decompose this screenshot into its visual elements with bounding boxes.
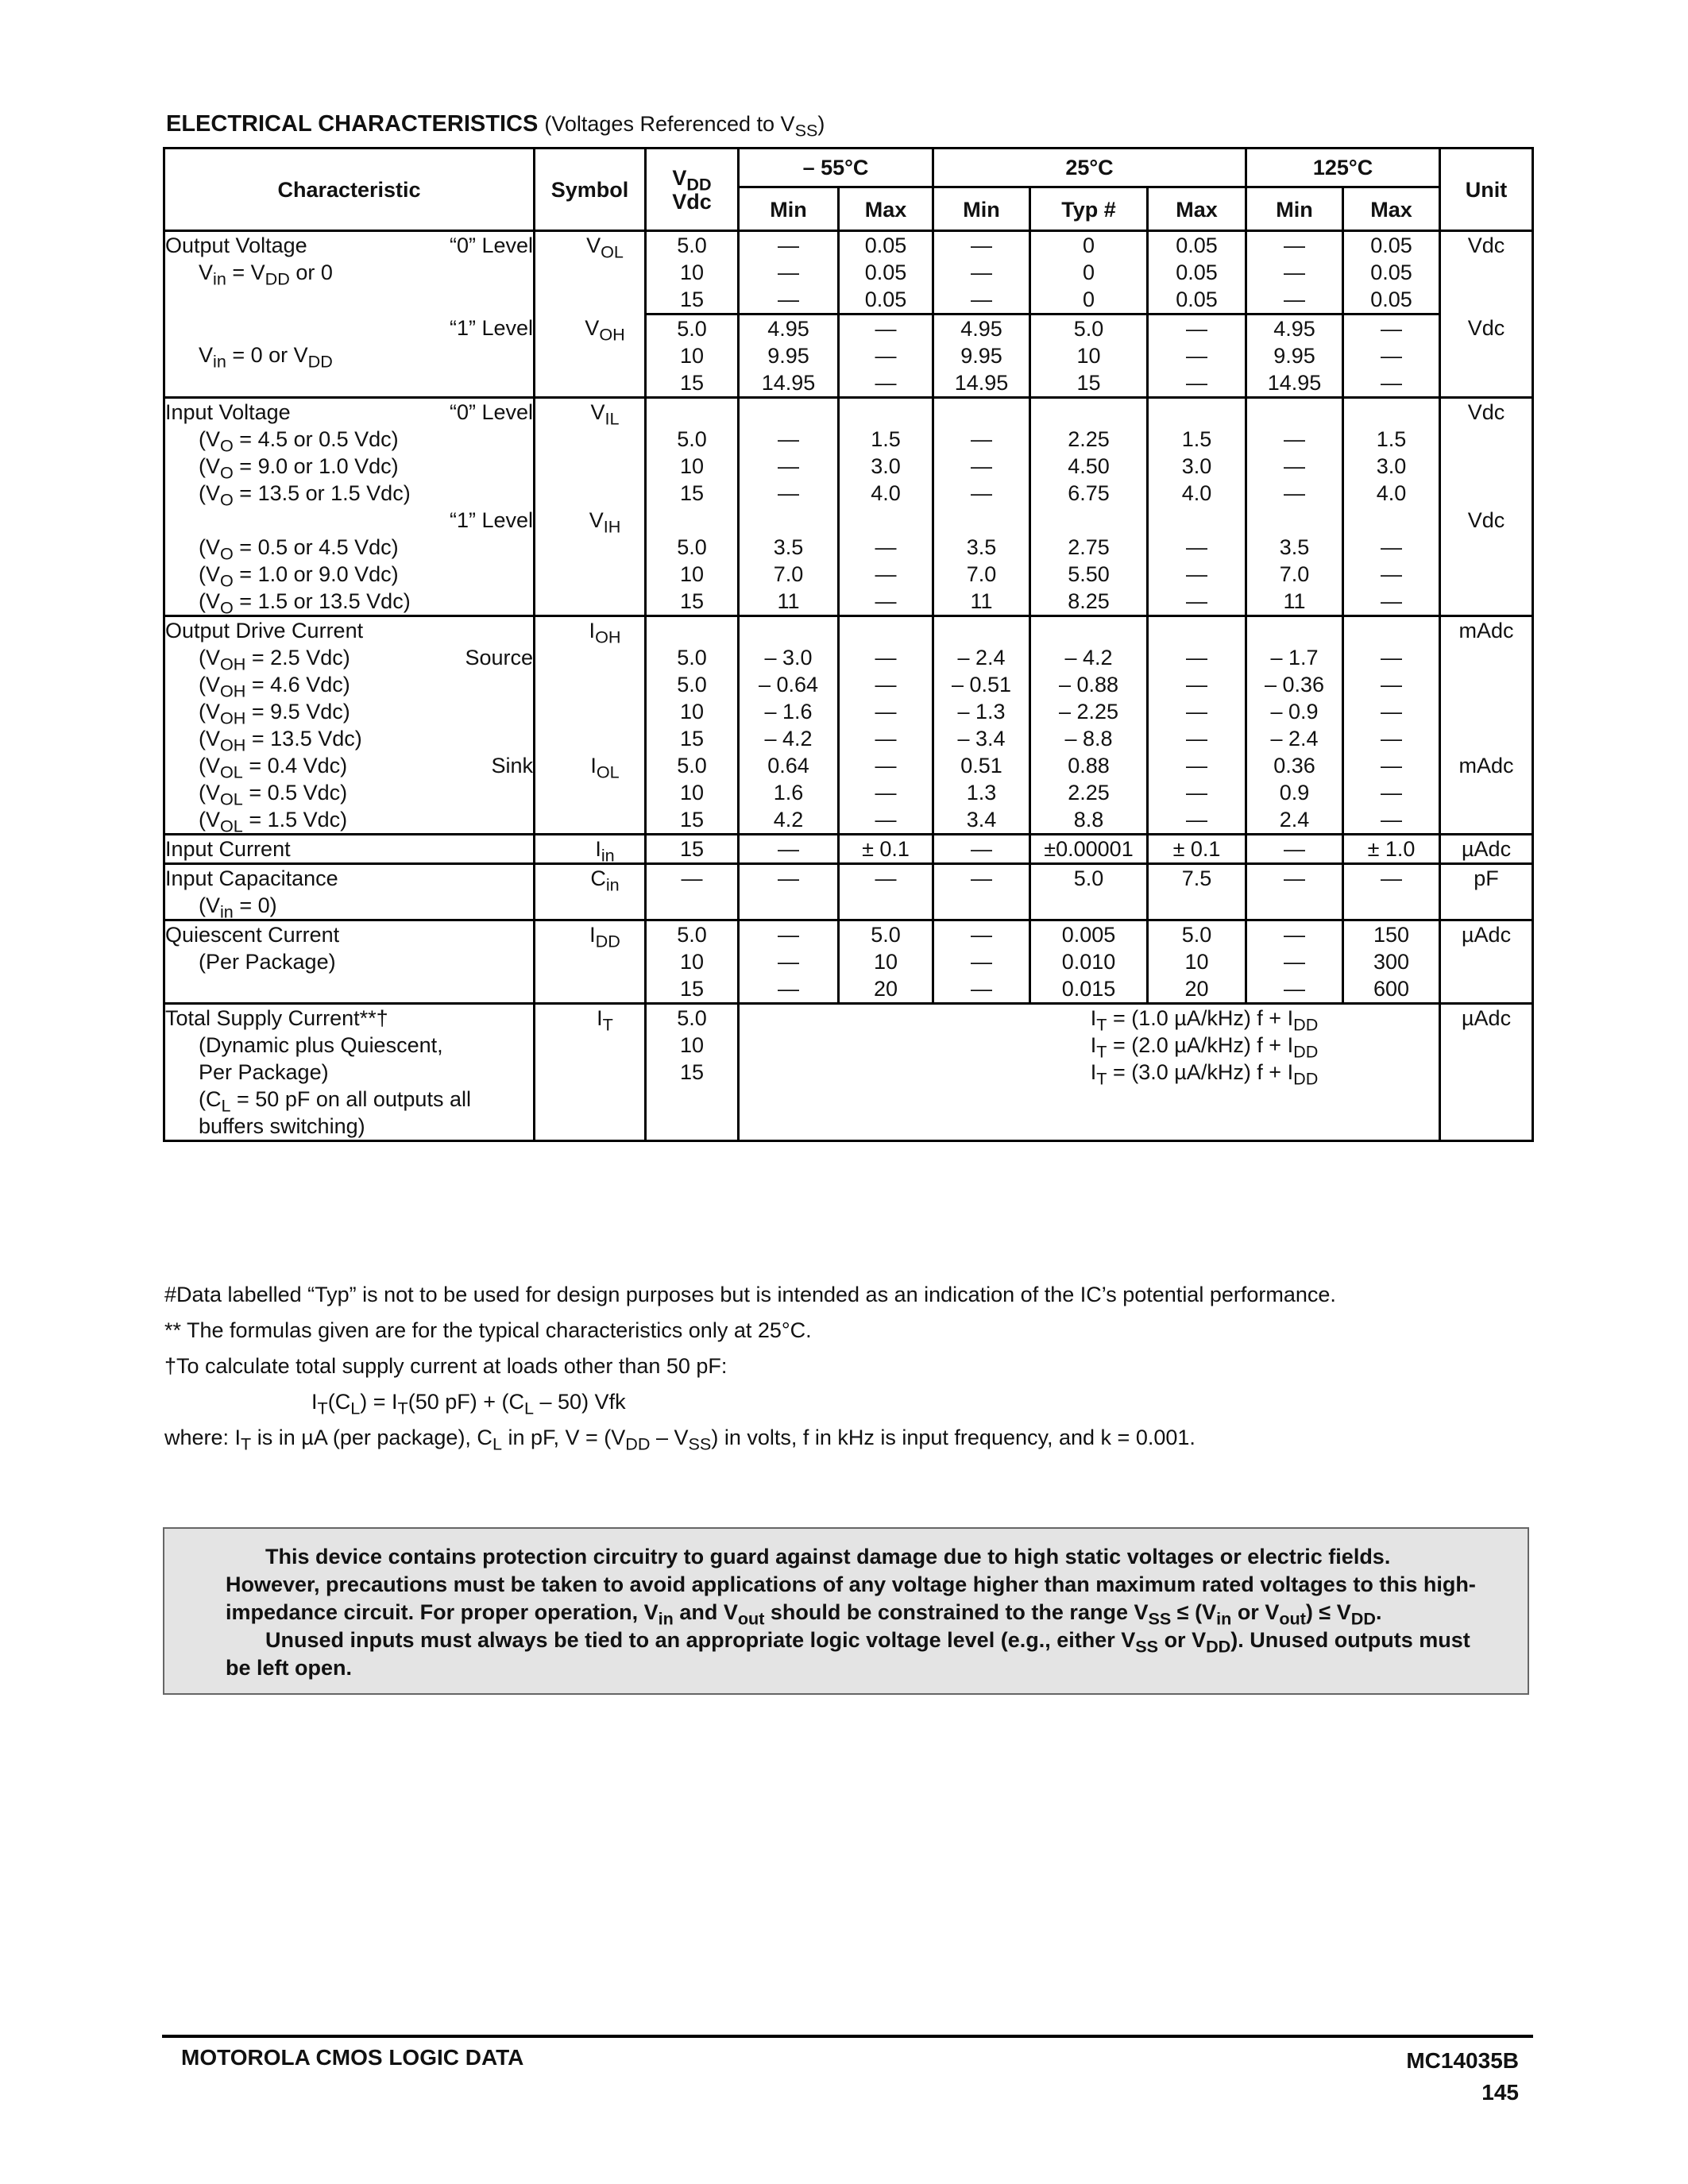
cell-symbol: $C_{in}$ [535, 864, 646, 920]
cell-unit: pF [1440, 864, 1533, 920]
table-row-ioh [164, 616, 1533, 753]
cell-symbol: $V_{IL}$ [535, 398, 646, 507]
electrical-characteristics-table [163, 147, 1534, 1142]
footer-part-page [1406, 2045, 1519, 2109]
cell-min25: — — — [933, 920, 1030, 1004]
header-min: Min [933, 187, 1030, 231]
cell-max125: — — — [1343, 752, 1440, 835]
cell-characteristic: Quiescent Current (Per Package) [164, 920, 535, 1004]
cell-max125: 150 300 600 [1343, 920, 1440, 1004]
cell-max25: 1.5 3.0 4.0 [1148, 398, 1246, 507]
cell-max55: 5.0 10 20 [839, 920, 933, 1004]
cell-max55: — — — [839, 507, 933, 616]
note-formulas: ** The formulas given are for the typical characteristics only at 25°C. [164, 1318, 812, 1342]
header-temp-room: 25°C [933, 149, 1246, 187]
cell-max125: 1.5 3.0 4.0 [1343, 398, 1440, 507]
cell-min125: — — — [1246, 231, 1343, 314]
cell-min25: — — — [933, 231, 1030, 314]
header-max: Max [839, 187, 933, 231]
cell-max125: — — — [1343, 507, 1440, 616]
cell-vdd: 5.0 10 15 [646, 231, 739, 314]
cell-characteristic: Output Voltage “0” Level $V_{in} = V_{DD}$ or 0 [164, 231, 535, 314]
cell-max25: — — — [1148, 507, 1246, 616]
cell-min125: — [1246, 864, 1343, 920]
cell-min55: — [739, 835, 839, 864]
cell-typ25: – 4.2 – 0.88 – 2.25 – 8.8 [1030, 616, 1148, 753]
warning-paragraph-2: Unused inputs must always be tied to an appropriate logic voltage level (e.g., either $V_{SS}$ or $V_{DD}$). Unused outputs must be left open. [226, 1628, 1470, 1680]
cell-vdd: 5.0 10 15 [646, 507, 739, 616]
cell-symbol: $V_{OL}$ [535, 231, 646, 314]
cell-unit: µAdc [1440, 920, 1533, 1004]
cell-symbol: $V_{IH}$ [535, 507, 646, 616]
cell-min125: 3.5 7.0 11 [1246, 507, 1343, 616]
cell-max55: ± 0.1 [839, 835, 933, 864]
cell-max25: — — — [1148, 752, 1246, 835]
cell-min25: 4.95 9.95 14.95 [933, 314, 1030, 398]
header-min: Min [1246, 187, 1343, 231]
cell-max25: 0.05 0.05 0.05 [1148, 231, 1246, 314]
cell-vdd: 5.0 10 15 [646, 920, 739, 1004]
cell-vdd: 5.0 10 15 [646, 314, 739, 398]
cell-vdd: 5.0 5.0 10 15 [646, 616, 739, 753]
footer-divider [162, 2035, 1533, 2038]
cell-characteristic: “1” Level ($V_O = 0.5$ or 4.5 Vdc) ($V_O = 1.0$ or 9.0 Vdc) ($V_O = 1.5$ or 13.5 Vdc) [164, 507, 535, 616]
table-row-cin [164, 864, 1533, 920]
cell-symbol: $V_{OH}$ [535, 314, 646, 398]
cell-symbol: $I_{OL}$ [535, 752, 646, 835]
page-number: 145 [1481, 2080, 1519, 2105]
footnotes [164, 1281, 1539, 1460]
cell-min55: — [739, 864, 839, 920]
cell-max125: — — — — [1343, 616, 1440, 753]
esd-warning-box [163, 1527, 1529, 1695]
cell-characteristic: Input Current [164, 835, 535, 864]
header-temp-high: 125°C [1246, 149, 1440, 187]
header-row-temps [164, 149, 1533, 187]
cell-max125: — [1343, 864, 1440, 920]
cell-max125: ± 1.0 [1343, 835, 1440, 864]
cell-min55: – 3.0 – 0.64 – 1.6 – 4.2 [739, 616, 839, 753]
cell-max125: 0.05 0.05 0.05 [1343, 231, 1440, 314]
note-calc: †To calculate total supply current at loads other than 50 pF: [164, 1354, 728, 1378]
table-row-iin [164, 835, 1533, 864]
table-row-vih [164, 507, 1533, 616]
cell-typ25: 0 0 0 [1030, 231, 1148, 314]
cell-unit: Vdc [1440, 231, 1533, 314]
cell-unit: µAdc [1440, 835, 1533, 864]
cell-max25: — — — [1148, 314, 1246, 398]
cell-max25: ± 0.1 [1148, 835, 1246, 864]
cell-min55: — — — [739, 920, 839, 1004]
cell-characteristic: Input Capacitance $(V_{in} = 0)$ [164, 864, 535, 920]
section-title [166, 111, 825, 141]
note-where: where: $I_T$ is in µA (per package), $C_L$ in pF, $V = (V_{DD} - V_{SS})$ in volts, f in kHz is input frequency, and k = 0.001. [164, 1426, 1196, 1454]
cell-vdd: 15 [646, 835, 739, 864]
cell-min55: 4.95 9.95 14.95 [739, 314, 839, 398]
cell-min25: — [933, 864, 1030, 920]
cell-min55: 3.5 7.0 11 [739, 507, 839, 616]
cell-max25: 7.5 [1148, 864, 1246, 920]
cell-min25: 3.5 7.0 11 [933, 507, 1030, 616]
cell-symbol: $I_{OH}$ [535, 616, 646, 753]
cell-max55: 1.5 3.0 4.0 [839, 398, 933, 507]
cell-characteristic: Total Supply Current**† (Dynamic plus Quiescent, Per Package) ($C_L = 50$ pF on all outputs all buffers switching) [164, 1004, 535, 1141]
header-unit: Unit [1440, 149, 1533, 231]
cell-symbol: $I_{in}$ [535, 835, 646, 864]
cell-max25: — — — — [1148, 616, 1246, 753]
header-temp-low: – 55°C [739, 149, 933, 187]
header-vdd: $V_{DD}$ Vdc [646, 149, 739, 231]
cell-max25: 5.0 10 20 [1148, 920, 1246, 1004]
header-max: Max [1148, 187, 1246, 231]
title-subtitle: (Voltages Referenced to $V_{SS}$) [544, 112, 825, 141]
table-row-vil [164, 398, 1533, 507]
cell-min125: 0.36 0.9 2.4 [1246, 752, 1343, 835]
title-main: ELECTRICAL CHARACTERISTICS [166, 111, 539, 137]
cell-unit: µAdc [1440, 1004, 1533, 1141]
cell-max55: — — — — [839, 616, 933, 753]
header-max: Max [1343, 187, 1440, 231]
cell-max55: — [839, 864, 933, 920]
cell-min25: — [933, 835, 1030, 864]
cell-max125: — — — [1343, 314, 1440, 398]
cell-max55: — — — [839, 314, 933, 398]
header-characteristic: Characteristic [164, 149, 535, 231]
cell-min25: — — — [933, 398, 1030, 507]
cell-typ25: 2.75 5.50 8.25 [1030, 507, 1148, 616]
cell-vdd: 5.0 10 15 [646, 398, 739, 507]
cell-min55: 0.64 1.6 4.2 [739, 752, 839, 835]
cell-symbol: $I_T$ [535, 1004, 646, 1141]
cell-unit: Vdc [1440, 314, 1533, 398]
cell-unit: mAdc [1440, 616, 1533, 753]
cell-vdd: 5.0 10 15 [646, 1004, 739, 1141]
cell-min125: — — — [1246, 398, 1343, 507]
cell-min55: — — — [739, 231, 839, 314]
table-row-it [164, 1004, 1533, 1141]
cell-typ25: 0.88 2.25 8.8 [1030, 752, 1148, 835]
header-min: Min [739, 187, 839, 231]
cell-typ25: 2.25 4.50 6.75 [1030, 398, 1148, 507]
cell-min125: 4.95 9.95 14.95 [1246, 314, 1343, 398]
cell-min125: — [1246, 835, 1343, 864]
cell-characteristic: Input Voltage “0” Level ($V_O = 4.5$ or 0.5 Vdc) ($V_O = 9.0$ or 1.0 Vdc) ($V_O = 13.5$ or 1.5 Vdc) [164, 398, 535, 507]
cell-symbol: $I_{DD}$ [535, 920, 646, 1004]
cell-formulas: $I_T = (1.0$ µA/kHz) $f + I_{DD}$ $I_T = (2.0$ µA/kHz) $f + I_{DD}$ $I_T = (3.0$ µA/kHz) $f + I_{DD}$ [739, 1004, 1440, 1141]
cell-unit: Vdc [1440, 398, 1533, 507]
cell-characteristic: ($V_{OL} = 0.4$ Vdc) Sink ($V_{OL} = 0.5$ Vdc) ($V_{OL} = 1.5$ Vdc) [164, 752, 535, 835]
cell-typ25: 5.0 [1030, 864, 1148, 920]
cell-min25: – 2.4 – 0.51 – 1.3 – 3.4 [933, 616, 1030, 753]
cell-vdd: — [646, 864, 739, 920]
cell-min25: 0.51 1.3 3.4 [933, 752, 1030, 835]
cell-unit: mAdc [1440, 752, 1533, 835]
warning-paragraph-1: This device contains protection circuitry to guard against damage due to high static voltages or electric fields. However, precautions must be taken to avoid applications of any voltage higher than maximum rated voltages to this high-impedance circuit. For proper operation, $V_{in}$ and $V_{out}$ should be constrained to the range $V_{SS} \le (V_{in}$ or $V_{out}) \le V_{DD}$. [226, 1545, 1476, 1629]
cell-characteristic: “1” Level $V_{in} = 0$ or $V_{DD}$ [164, 314, 535, 398]
cell-unit: Vdc [1440, 507, 1533, 616]
table-row-iol [164, 752, 1533, 835]
note-equation: $I_T(C_L) = I_T(50$ $pF) + (C_L - 50)$ Vfk [311, 1390, 626, 1418]
footer-part-number: MC14035B [1406, 2048, 1519, 2073]
table-row-vol [164, 231, 1533, 314]
cell-min55: — — — [739, 398, 839, 507]
header-typ: Typ # [1030, 187, 1148, 231]
footer-publication: MOTOROLA CMOS LOGIC DATA [181, 2045, 524, 2070]
cell-typ25: ±0.00001 [1030, 835, 1148, 864]
cell-typ25: 5.0 10 15 [1030, 314, 1148, 398]
cell-typ25: 0.005 0.010 0.015 [1030, 920, 1148, 1004]
cell-characteristic: Output Drive Current ($V_{OH} = 2.5$ Vdc) Source ($V_{OH} = 4.6$ Vdc) ($V_{OH} = 9.5$ Vdc) ($V_{OH} = 13.5$ Vdc) [164, 616, 535, 753]
cell-max55: 0.05 0.05 0.05 [839, 231, 933, 314]
table-row-voh [164, 314, 1533, 398]
table-row-idd [164, 920, 1533, 1004]
cell-max55: — — — [839, 752, 933, 835]
header-symbol: Symbol [535, 149, 646, 231]
cell-min125: – 1.7 – 0.36 – 0.9 – 2.4 [1246, 616, 1343, 753]
cell-min125: — — — [1246, 920, 1343, 1004]
cell-vdd: 5.0 10 15 [646, 752, 739, 835]
note-typ: #Data labelled “Typ” is not to be used for design purposes but is intended as an indication of the IC’s potential performance. [164, 1283, 1336, 1306]
